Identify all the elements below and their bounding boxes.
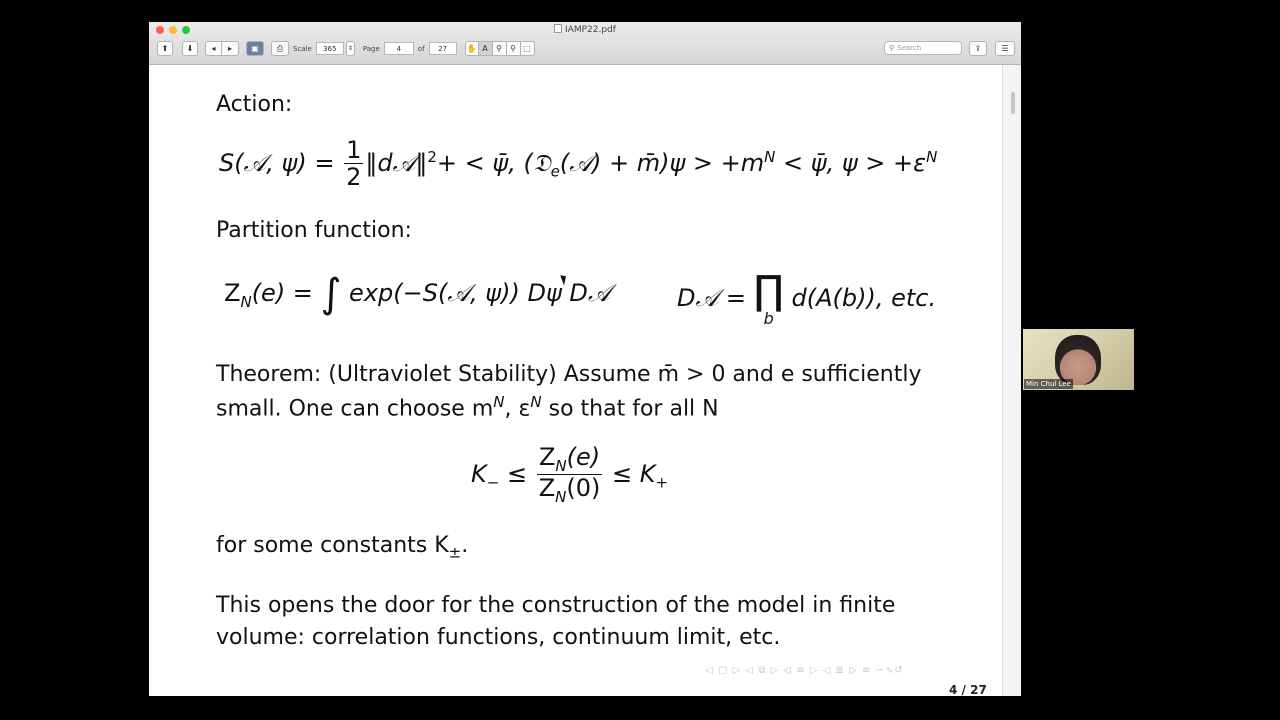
scrollbar-thumb[interactable] [1011,92,1015,114]
theorem-line-2-a: small. One can choose m [216,396,494,422]
theorem-line-2-c: so that for all N [541,396,719,422]
product-subscript: b [763,309,774,328]
up-arrow-icon: ⬆ [161,44,169,53]
page-label: Page [362,44,380,53]
vertical-scrollbar[interactable] [1002,65,1021,696]
scroll-tool-button[interactable] [465,41,479,56]
one-half-fraction [344,137,363,191]
participant-name: Min Chul Lee [1026,380,1071,388]
text-select-icon: A [482,44,488,53]
theorem-line-2 [216,393,719,421]
total-pages-field: 27 [429,42,457,55]
previous-page-up-button[interactable] [157,41,173,56]
theorem-line-2-sup2: N [530,393,542,411]
print-button[interactable] [271,41,289,56]
constants-line [216,533,468,561]
partition-eq-arg: (e) = [251,279,313,307]
k-plus-sub: + [655,473,669,492]
action-eq-sub: e [550,162,560,181]
k-minus: K [471,459,487,488]
ratio-numerator [537,444,602,475]
print-icon: ⎙ [276,43,284,53]
leq-1: ≤ [499,459,535,488]
hand-icon: ✋ [466,44,477,53]
slide-content [149,65,1002,696]
ratio-num-sub: N [555,456,567,475]
document-icon [554,24,562,33]
window-title: IAMP22.pdf [149,24,1021,35]
bound-equation [471,444,668,506]
forward-button[interactable] [222,41,239,56]
participant-video-thumbnail[interactable] [1023,329,1134,390]
stepper-icon: ⇕ [347,45,353,52]
next-icon: ▸ [227,44,232,53]
sidebar-icon: ☰ [1001,44,1009,53]
of-label: of [417,44,425,53]
measure-eq-lhs: D𝒜 = [677,284,746,312]
integral-sign: ∫ [320,271,342,317]
share-icon: ⇪ [974,44,982,53]
thumbnail-icon: ▣ [251,44,259,53]
theorem-line-1: Theorem: (Ultraviolet Stability) Assume m̄ > 0 and e sufficiently [216,362,922,387]
constants-sub: ± [448,543,462,562]
partition-equation [224,271,611,317]
partition-eq-z: Z [224,279,241,307]
page-number-input[interactable]: 4 [384,42,414,55]
action-equation [219,137,937,191]
sidebar-toggle-button[interactable] [995,41,1015,56]
action-eq-term3: (𝒜) + m̄)ψ > +m [559,148,765,177]
ratio-fraction [537,444,603,506]
search-input[interactable] [884,41,962,55]
title-bar [149,22,1021,65]
toolbar-left [157,40,535,57]
crop-icon: ⬚ [523,44,531,53]
action-eq-term4: < ψ̄, ψ > +ε [775,148,927,177]
ratio-den-sub: N [555,488,567,507]
action-eq-term1: ‖d𝒜‖ [365,148,428,177]
beamer-navigation-icons[interactable]: ◁ ▢ ▷ ◁ ⧉ ▷ ◁ ≡ ▷ ◁ ≣ ▷ ≡ ∽∿↺ [705,665,904,676]
closing-line-2: volume: correlation functions, continuum limit, etc. [216,625,781,650]
product-sign: ∏ [753,268,784,314]
leq-2: ≤ [612,459,640,488]
participant-face [1055,335,1101,385]
ratio-num-z: Z [538,443,556,471]
measure-equation [677,268,937,328]
thumbnail-view-button[interactable] [246,41,264,56]
select-tool-button[interactable] [521,41,535,56]
k-minus-sub: − [486,473,500,492]
text-tool-button[interactable] [479,41,493,56]
action-eq-sup3: N [926,147,938,166]
constants-period: . [461,533,469,558]
theorem-line-2-b: , ε [504,396,531,422]
next-page-down-button[interactable] [182,41,198,56]
ratio-den-z: Z [538,474,556,503]
down-arrow-icon: ⬇ [186,44,194,53]
theorem-line-2-sup1: N [493,393,505,411]
frac-numerator: 1 [346,136,362,164]
share-button[interactable] [969,41,987,56]
document-page [149,65,1021,696]
action-eq-term2: + < ψ̄, (𝔇 [436,148,551,177]
partition-eq-body: exp(−S(𝒜, ψ)) Dψ D𝒜 [349,279,611,307]
closing-line-1: This opens the door for the construction of the model in finite [216,593,896,618]
ratio-denominator [537,475,603,505]
partition-label: Partition function: [216,218,412,243]
k-plus: K [639,459,656,488]
scale-stepper[interactable] [346,41,355,56]
scale-label: Scale [293,44,312,53]
slide-page-number: 4 / 27 [949,683,987,696]
product-operator [753,268,784,328]
measure-eq-rhs: d(A(b)), etc. [791,284,937,312]
ratio-num-arg: (e) [566,443,601,471]
frac-denominator: 2 [346,163,362,192]
zoom-in-icon: ⚲ [496,44,502,53]
zoom-out-tool-button[interactable] [507,41,521,56]
scale-input[interactable]: 365 [316,42,344,55]
action-label: Action: [216,92,293,117]
action-eq-sup1: 2 [427,147,437,166]
zoom-in-tool-button[interactable] [493,41,507,56]
search-icon: ⚲ [889,44,895,52]
action-eq-lhs: S(𝒜, ψ) = [219,148,335,177]
constants-text: for some constants K [216,533,449,558]
search-placeholder: Search [897,44,922,52]
back-button[interactable] [205,41,222,56]
prev-icon: ◂ [211,44,216,53]
ratio-den-arg: (0) [566,474,601,503]
partition-eq-z-sub: N [240,292,252,311]
action-eq-sup2: N [764,147,776,166]
zoom-out-icon: ⚲ [510,44,516,53]
pdf-viewer-window [149,22,1021,696]
